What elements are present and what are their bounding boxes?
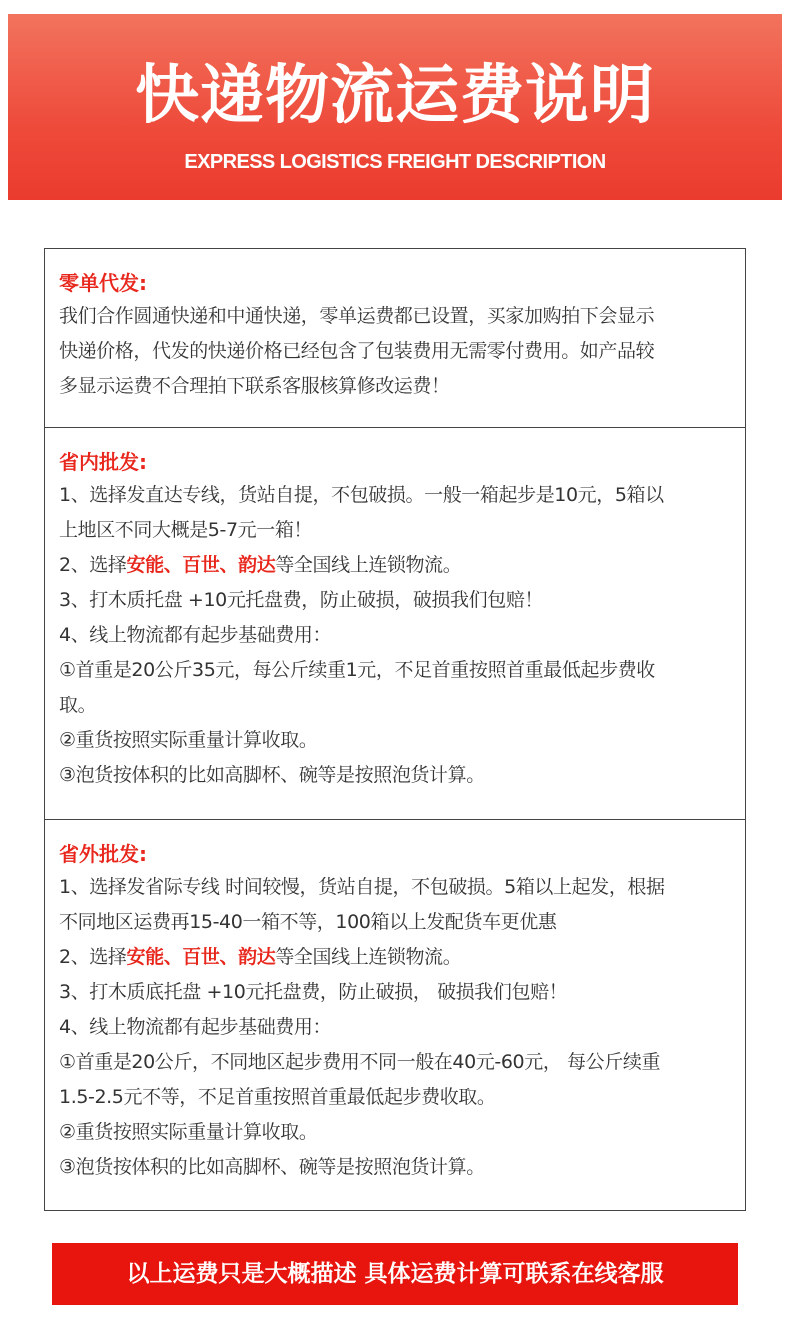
carriers-highlight: 安能、百世、韵达 bbox=[126, 554, 276, 576]
footer-banner: 以上运费只是大概描述 具体运费计算可联系在线客服 bbox=[52, 1243, 738, 1305]
section-title: 省内批发: bbox=[59, 450, 147, 474]
text-line: 4、线上物流都有起步基础费用： bbox=[59, 1016, 332, 1038]
text-line: 1.5-2.5元不等，不足首重按照首重最低起步费收取。 bbox=[59, 1086, 496, 1108]
page-header bbox=[8, 14, 782, 200]
text-line: 4、线上物流都有起步基础费用： bbox=[59, 624, 332, 646]
text-line: ①首重是20公斤35元，每公斤续重1元，不足首重按照首重最低起步费收 bbox=[59, 659, 655, 681]
carriers-suffix: 等全国线上连锁物流。 bbox=[275, 946, 462, 968]
carriers-prefix: 2、选择 bbox=[59, 554, 127, 576]
section-retail-dropship bbox=[44, 248, 746, 428]
text-line: 取。 bbox=[59, 694, 97, 716]
text-line: 3、打木质底托盘 +10元托盘费，防止破损， 破损我们包赔！ bbox=[59, 981, 568, 1003]
text-line-carriers bbox=[59, 940, 731, 975]
page-subtitle: EXPRESS LOGISTICS FREIGHT DESCRIPTION bbox=[184, 151, 606, 173]
section-title: 零单代发: bbox=[59, 271, 147, 295]
section-in-province-wholesale bbox=[44, 427, 746, 820]
section-out-of-province-wholesale bbox=[44, 819, 746, 1211]
text-line: 多显示运费不合理拍下联系客服核算修改运费！ bbox=[59, 375, 450, 397]
text-line: 1、选择发直达专线，货站自提，不包破损。一般一箱起步是10元，5箱以 bbox=[59, 484, 664, 506]
text-line: 上地区不同大概是5-7元一箱！ bbox=[59, 519, 313, 541]
text-line: 不同地区运费再15-40一箱不等，100箱以上发配货车更优惠 bbox=[59, 911, 557, 933]
carriers-suffix: 等全国线上连锁物流。 bbox=[275, 554, 462, 576]
text-line: ②重货按照实际重量计算收取。 bbox=[59, 729, 318, 751]
text-line: 3、打木质托盘 +10元托盘费，防止破损，破损我们包赔！ bbox=[59, 589, 544, 611]
carriers-highlight: 安能、百世、韵达 bbox=[126, 946, 276, 968]
carriers-prefix: 2、选择 bbox=[59, 946, 127, 968]
text-line: 快递价格，代发的快递价格已经包含了包装费用无需零付费用。如产品较 bbox=[59, 340, 655, 362]
page-title: 快递物流运费说明 bbox=[135, 59, 655, 133]
text-line: 1、选择发省际专线 时间较慢，货站自提，不包破损。5箱以上起发，根据 bbox=[59, 876, 665, 898]
text-line: ①首重是20公斤，不同地区起步费用不同一般在40元-60元， 每公斤续重 bbox=[59, 1051, 661, 1073]
text-line: ②重货按照实际重量计算收取。 bbox=[59, 1121, 318, 1143]
text-line: 我们合作圆通快递和中通快递，零单运费都已设置，买家加购拍下会显示 bbox=[59, 305, 655, 327]
text-line: ③泡货按体积的比如高脚杯、碗等是按照泡货计算。 bbox=[59, 1156, 485, 1178]
text-line-carriers bbox=[59, 548, 731, 583]
text-line: ③泡货按体积的比如高脚杯、碗等是按照泡货计算。 bbox=[59, 764, 485, 786]
section-title: 省外批发: bbox=[59, 842, 147, 866]
